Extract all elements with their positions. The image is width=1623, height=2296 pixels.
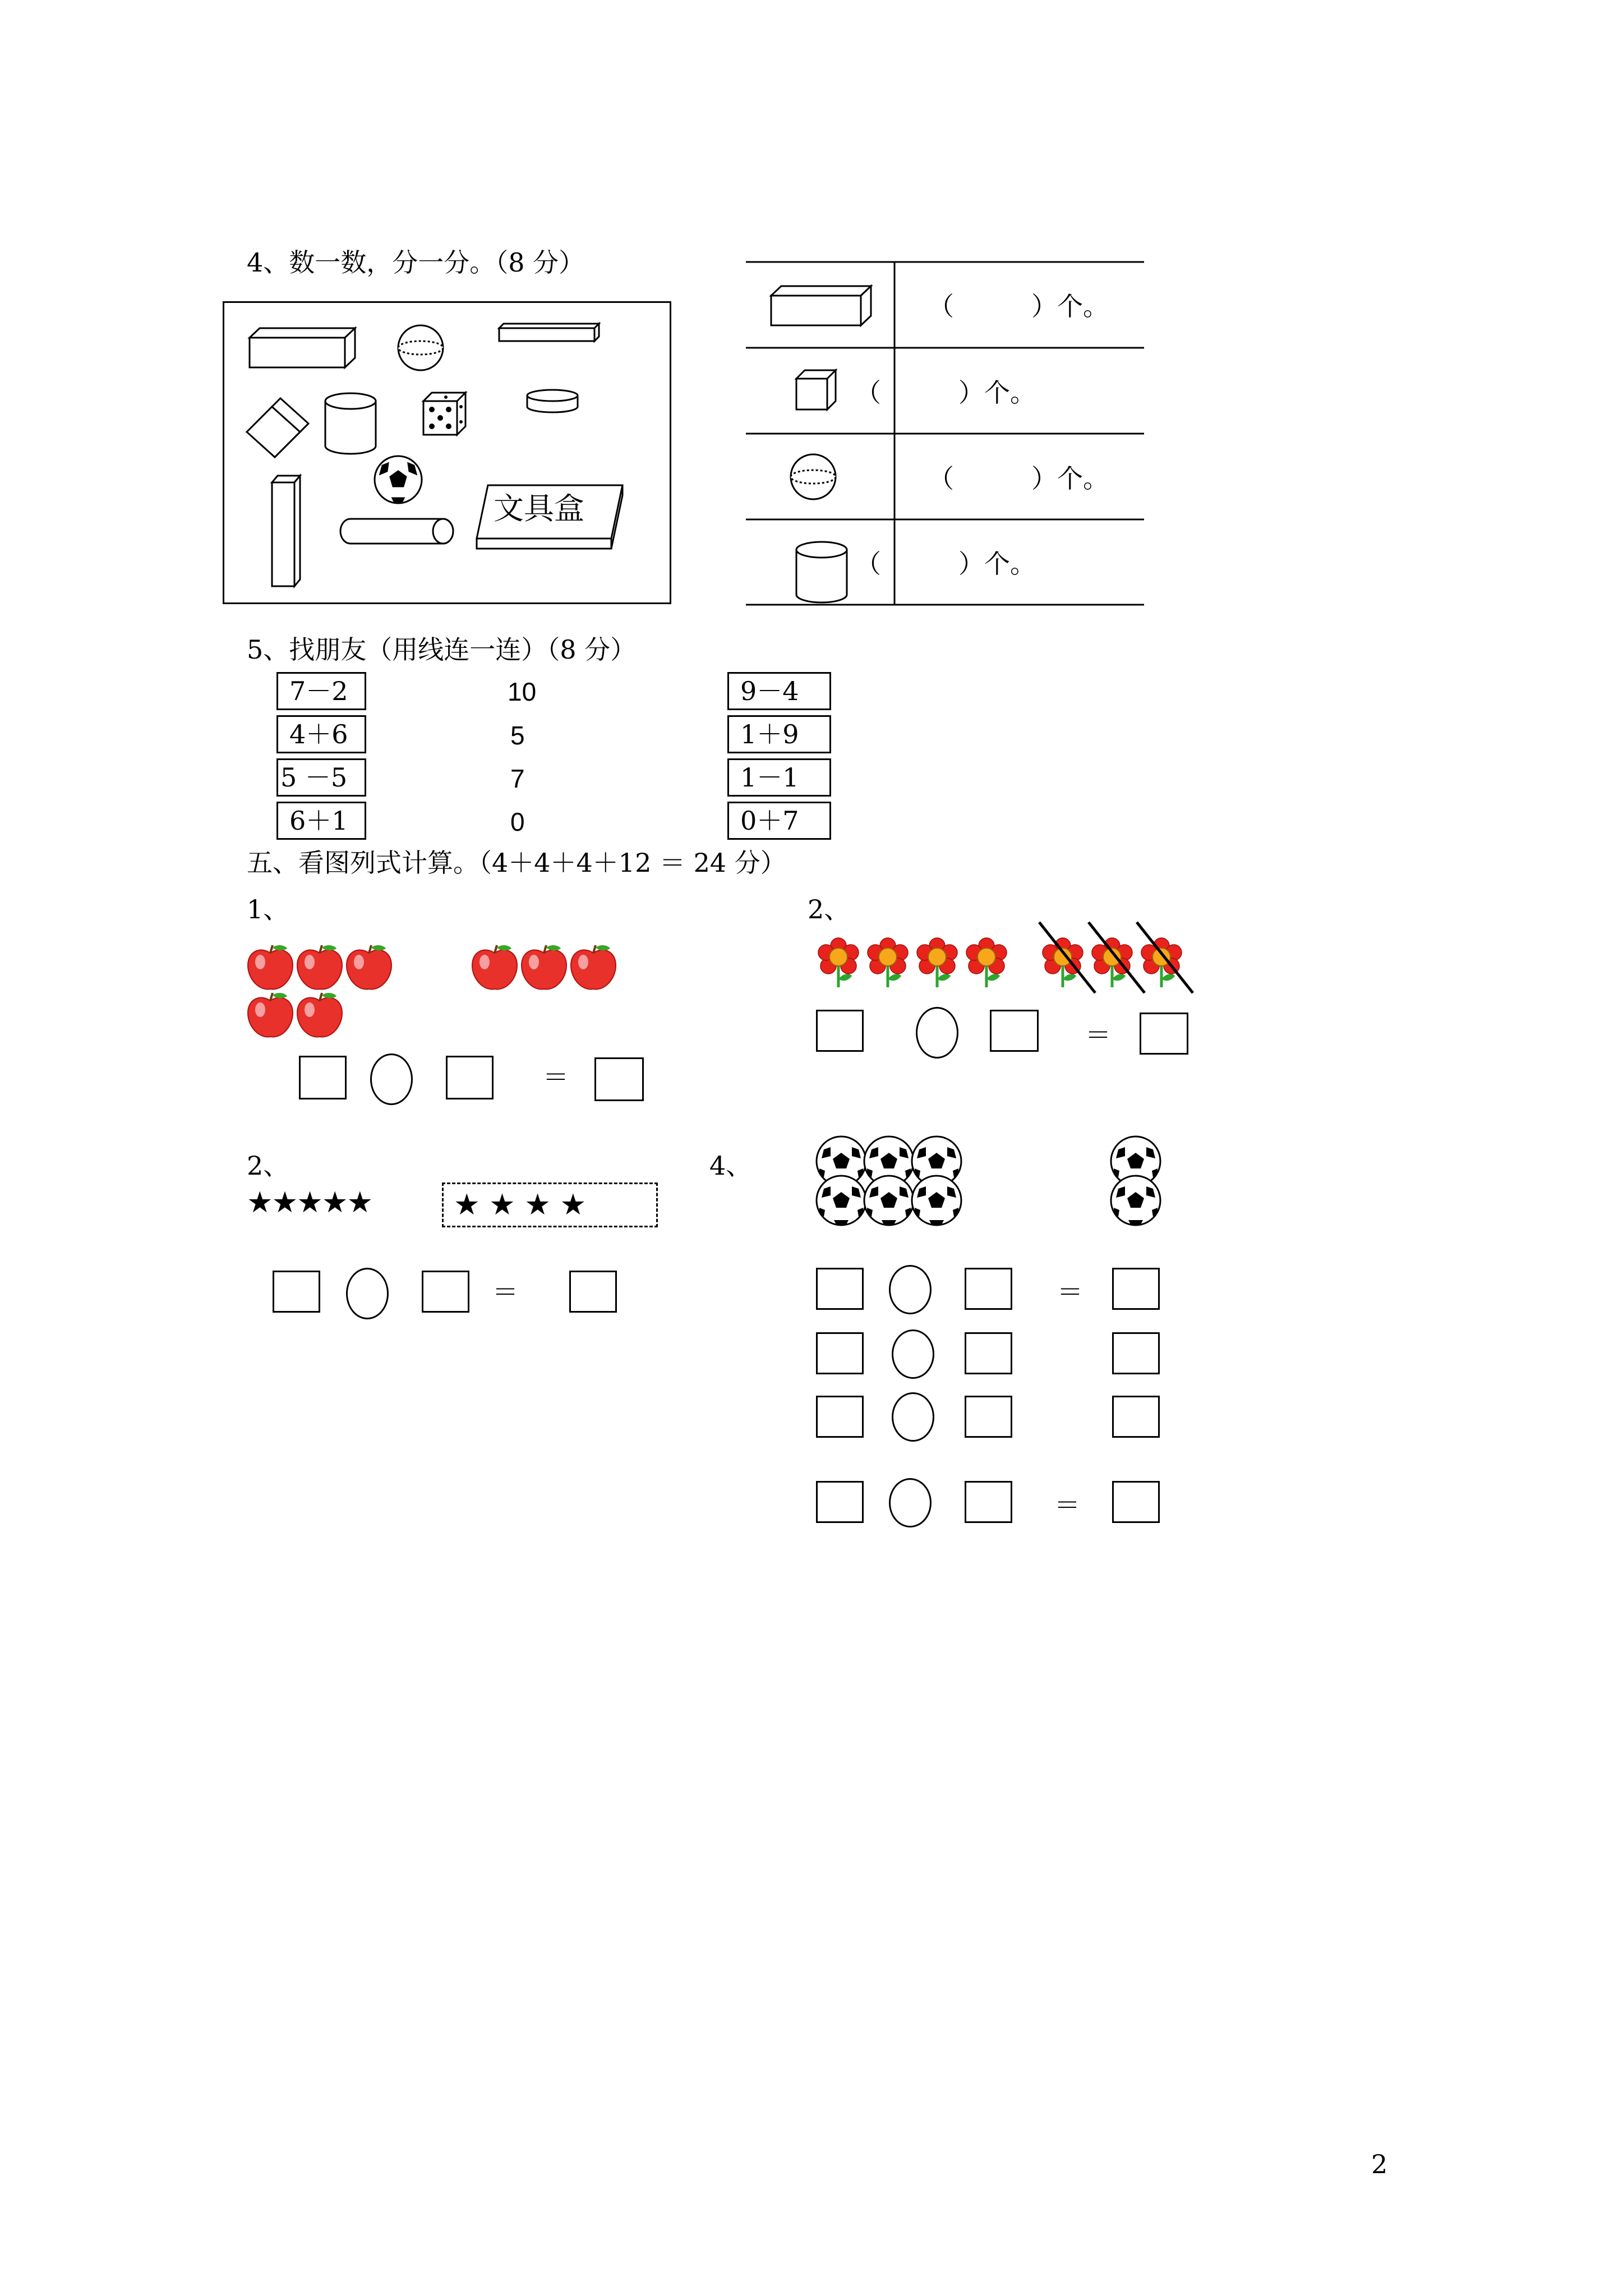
p4-row2-operator-circle[interactable]: [892, 1329, 934, 1379]
p3-stars-group-1: ★★★★★: [247, 1186, 372, 1220]
page-number: 2: [1371, 2149, 1388, 2179]
p2-number: 2、: [808, 894, 850, 924]
p4-row2-box-3[interactable]: [1112, 1332, 1160, 1374]
flower-icon: [966, 938, 1007, 987]
q4-answer-table: [746, 261, 1144, 606]
row1-count-blank[interactable]: （ ）个。: [928, 291, 1109, 321]
p4-row3-box-2[interactable]: [965, 1396, 1012, 1438]
apple-icon: [571, 945, 616, 989]
p2-answer-box-3[interactable]: [1140, 1013, 1188, 1055]
q4-title: 4、数一数，分一分。（8 分）: [247, 247, 585, 278]
match-right-3[interactable]: 1－1: [727, 758, 831, 797]
row1-cuboid-icon: [771, 286, 871, 325]
crossed-flower-icon: [1137, 922, 1193, 993]
p4-row4-equals: ＝: [1054, 1490, 1080, 1520]
row2-count-blank[interactable]: （ ）个。: [855, 378, 1036, 408]
p2-equals: ＝: [1085, 1020, 1111, 1050]
pencil-case-label: 文具盒: [494, 491, 584, 526]
p1-equals: ＝: [543, 1062, 569, 1092]
p4-row1-box-1[interactable]: [816, 1268, 864, 1310]
p1-number: 1、: [247, 894, 289, 924]
p3-operator-circle[interactable]: [346, 1268, 389, 1319]
p4-balls-picture: [816, 1136, 1209, 1237]
flower-icon: [818, 938, 859, 987]
cylinder-icon: [325, 393, 376, 454]
soccer-ball-icon: [864, 1176, 914, 1225]
apple-icon: [248, 945, 293, 989]
apple-icon: [297, 993, 342, 1037]
p4-number: 4、: [709, 1151, 752, 1181]
p4-row1-box-3[interactable]: [1112, 1268, 1160, 1310]
q4-shapes-picture: [224, 303, 673, 606]
p4-row4-box-3[interactable]: [1112, 1481, 1160, 1523]
soccer-ball-icon: [912, 1176, 961, 1225]
p3-number: 2、: [247, 1151, 289, 1181]
sphere-icon: [398, 325, 443, 370]
match-middle-4[interactable]: 0: [510, 807, 525, 836]
match-left-1[interactable]: 7－2: [276, 672, 366, 710]
p1-operator-circle[interactable]: [370, 1053, 413, 1105]
p1-answer-box-1[interactable]: [299, 1056, 347, 1099]
row3-sphere-icon: [791, 454, 836, 499]
crossed-flower-icon: [1039, 922, 1095, 993]
p2-answer-box-2[interactable]: [990, 1010, 1039, 1052]
p1-apples-picture: [247, 942, 639, 1043]
p3-answer-box-1[interactable]: [273, 1271, 320, 1313]
p2-answer-box-1[interactable]: [816, 1010, 864, 1052]
row3-count-blank[interactable]: （ ）个。: [928, 463, 1109, 494]
flower-icon: [868, 938, 908, 987]
p3-answer-box-3[interactable]: [569, 1271, 617, 1313]
soccer-ball-icon: [817, 1176, 866, 1225]
row2-cube-icon: [796, 370, 836, 409]
flower-icon: [917, 938, 957, 987]
q4-shapes-frame: [223, 301, 671, 604]
p2-flowers-picture: [816, 920, 1209, 1004]
p3-answer-box-2[interactable]: [422, 1271, 469, 1313]
p4-row1-equals: ＝: [1057, 1277, 1083, 1307]
apple-icon: [347, 945, 391, 989]
p4-row4-operator-circle[interactable]: [889, 1478, 932, 1527]
match-middle-2[interactable]: 5: [510, 721, 525, 750]
p3-equals: ＝: [492, 1277, 518, 1307]
p1-answer-box-2[interactable]: [446, 1056, 494, 1099]
p1-answer-box-3[interactable]: [594, 1057, 644, 1101]
tilted-cube-icon: [247, 398, 308, 457]
horizontal-cylinder-icon: [340, 519, 453, 544]
cuboid-icon: [250, 328, 355, 367]
match-right-4[interactable]: 0＋7: [727, 802, 831, 840]
row4-count-blank[interactable]: （ ）个。: [855, 549, 1036, 579]
p4-row3-operator-circle[interactable]: [892, 1392, 934, 1442]
match-middle-1[interactable]: 10: [508, 677, 537, 706]
disc-icon: [527, 390, 578, 412]
p2-operator-circle[interactable]: [916, 1007, 958, 1059]
row4-cylinder-icon: [796, 542, 847, 602]
soccer-ball-icon: [1111, 1176, 1160, 1225]
match-left-2[interactable]: 4＋6: [276, 715, 366, 753]
dice-icon: [423, 393, 465, 435]
apple-icon: [472, 945, 517, 989]
match-left-4[interactable]: 6＋1: [276, 802, 366, 840]
p4-row4-box-2[interactable]: [965, 1481, 1012, 1523]
p4-row3-box-3[interactable]: [1112, 1396, 1160, 1438]
crossed-flower-icon: [1089, 922, 1145, 993]
tall-prism-icon: [272, 476, 300, 586]
apple-icon: [248, 993, 293, 1037]
p3-stars-group-2: ★ ★ ★ ★: [442, 1182, 658, 1227]
soccer-ball-icon: [375, 456, 422, 503]
p4-row2-box-1[interactable]: [816, 1332, 864, 1374]
p4-row1-box-2[interactable]: [965, 1268, 1012, 1310]
match-middle-3[interactable]: 7: [510, 764, 525, 793]
flat-cuboid-icon: [499, 324, 599, 341]
match-left-3[interactable]: 5 －5: [276, 758, 366, 797]
p4-row1-operator-circle[interactable]: [889, 1265, 932, 1314]
apple-icon: [522, 945, 566, 989]
p4-row2-box-2[interactable]: [965, 1332, 1012, 1374]
apple-icon: [297, 945, 342, 989]
q5-title: 5、找朋友（用线连一连）（8 分）: [247, 634, 637, 665]
p4-row3-box-1[interactable]: [816, 1396, 864, 1438]
section5-title: 五、看图列式计算。（4＋4＋4＋12 ＝ 24 分）: [247, 848, 786, 878]
match-right-1[interactable]: 9－4: [727, 672, 831, 710]
match-right-2[interactable]: 1＋9: [727, 715, 831, 753]
p4-row4-box-1[interactable]: [816, 1481, 864, 1523]
